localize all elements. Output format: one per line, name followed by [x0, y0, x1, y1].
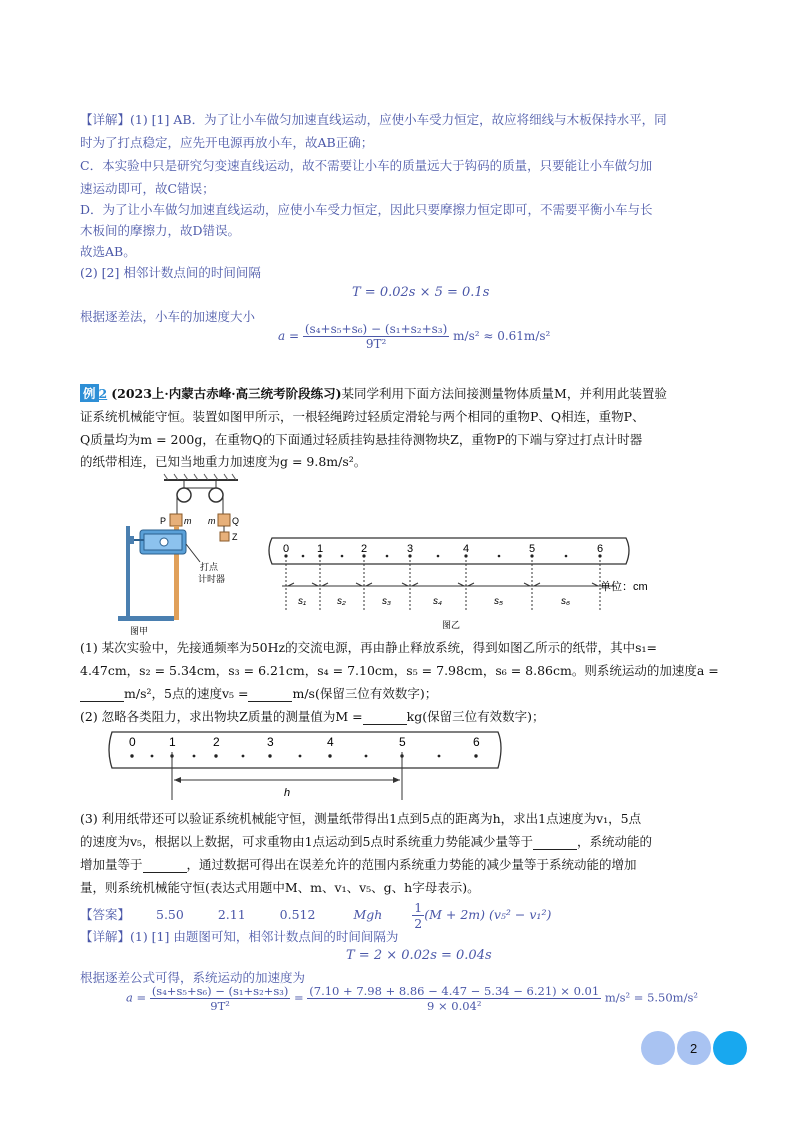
tape-b-dot — [498, 555, 501, 558]
detail1-line-1: 【详解】(1) [1] AB．为了让小车做匀加速直线运动，应使小车受力恒定，故应将细线与木板保持水平，同 — [80, 112, 667, 127]
tape-b-dot — [437, 555, 440, 558]
detail1-line-7: 故选AB。 — [80, 244, 136, 259]
tape-c-dot — [214, 754, 217, 757]
detail1-equation-2 — [278, 322, 550, 351]
detail2-equation-2 — [126, 984, 698, 1013]
tape-c-dot — [438, 755, 441, 758]
answer-blank-velocity[interactable] — [248, 689, 292, 702]
detail1-line-8: (2) [2] 相邻计数点间的时间间隔 — [80, 265, 261, 280]
q1-line-3 — [80, 684, 437, 702]
answer-3: 0.512 — [279, 907, 316, 922]
detail2-line-2: 根据逐差公式可得，系统运动的加速度为 — [80, 970, 306, 985]
label-m-right: m — [208, 516, 216, 526]
q3-text-3a: 增加量等于 — [80, 857, 143, 872]
tape-b-point-label: 4 — [463, 543, 470, 555]
answer-4: Mgh — [353, 907, 383, 922]
q1-line-1: (1) 某次实验中，先接通频率为50Hz的交流电源，再由静止释放系统，得到如图乙所示的纸带，其中s₁= — [80, 640, 657, 655]
example-number: 2 — [98, 386, 108, 401]
tape-b-dot — [565, 555, 568, 558]
tape-b-segment-label: s₅ — [494, 596, 504, 607]
tape-c-dot — [365, 755, 368, 758]
example2-text-1: 某同学利用下面方法间接测量物体质量M，并利用此装置验 — [341, 386, 667, 401]
eq2-rhs: m/s² ≈ 0.61m/s² — [453, 329, 551, 343]
tape-b-point-label: 2 — [361, 543, 368, 555]
example-badge: 例 — [80, 384, 99, 402]
detail1-equation-1: T = 0.02s × 5 = 0.1s — [352, 285, 490, 300]
answer-5-denominator: 2 — [414, 916, 423, 931]
tape-c-point-label: 6 — [473, 735, 480, 749]
answer-blank-mass[interactable] — [363, 712, 407, 725]
tape-b-segment-label: s₆ — [561, 596, 571, 607]
tape-unit-label: 单位：cm — [600, 581, 648, 593]
tape-c-dot — [151, 755, 154, 758]
answer-1: 5.50 — [156, 907, 184, 922]
timer-label-2: 计时器 — [198, 574, 226, 584]
label-z: Z — [232, 532, 238, 542]
eq3-rhs: m/s² = 5.50m/s² — [604, 990, 698, 1005]
tape-c-point-label: 2 — [213, 735, 220, 749]
label-m-left: m — [184, 516, 192, 526]
q3-text-3b: ，通过数据可得出在误差允许的范围内系统重力势能的减少量等于系统动能的增加 — [186, 857, 637, 872]
answer-2: 2.11 — [217, 907, 246, 922]
tape-c-dot — [328, 754, 331, 757]
detail1-line-3: C．本实验中只是研究匀变速直线运动，故不需要让小车的质量远大于钩码的质量，只要能让小车做匀加 — [80, 158, 653, 173]
tape-b-segment-label: s₄ — [433, 596, 443, 607]
q2-text-a: (2) 忽略各类阻力，求出物块Z质量的测量值为M = — [80, 709, 363, 724]
figure-apparatus — [100, 474, 260, 636]
figure-tape-c — [100, 726, 510, 802]
caption-figure-a: 图甲 — [130, 626, 149, 636]
label-p: P — [160, 516, 167, 526]
page-number-badge — [638, 1030, 754, 1074]
q3-text-2a: 的速度为v₅，根据以上数据，可求重物由1点运动到5点时系统重力势能减少量等于 — [80, 834, 533, 849]
tape-c-dot — [474, 754, 477, 757]
q2-text-b: kg(保留三位有效数字)； — [406, 709, 545, 724]
eq3-fraction-1 — [150, 984, 291, 1013]
tape-b-point-label: 5 — [529, 543, 536, 555]
answer-5-numerator: 1 — [414, 900, 423, 915]
answer-blank-acceleration[interactable] — [80, 689, 124, 702]
caption-figure-b: 图乙 — [442, 620, 461, 630]
q3-line-4: 量，则系统机械能守恒(表达式用题中M、m、v₁、v₅、g、h字母表示)。 — [80, 880, 480, 895]
tape-c-point-label: 5 — [399, 735, 406, 749]
answer-blank-kinetic[interactable] — [143, 860, 187, 873]
answer-tag: 【答案】 — [80, 907, 131, 922]
q1-text-b: m/s(保留三位有效数字)； — [292, 686, 438, 701]
detail1-line-6: 木板间的摩擦力，故D错误。 — [80, 223, 241, 238]
detail2-equation-1: T = 2 × 0.02s = 0.04s — [346, 948, 492, 963]
q3-line-1: (3) 利用纸带还可以验证系统机械能守恒，测量纸带得出1点到5点的距离为h，求出1点速度为v₁，5点 — [80, 811, 642, 826]
q2-line — [80, 707, 544, 725]
tape-c-point-label: 4 — [327, 735, 334, 749]
tape-b-dot — [386, 555, 389, 558]
eq3-denominator-2: 9 × 0.04² — [426, 999, 482, 1013]
eq2-denominator: 9T² — [365, 337, 387, 351]
tape-c-dot — [268, 754, 271, 757]
eq3-fraction-2 — [307, 984, 601, 1013]
tape-b-point-label: 0 — [283, 543, 290, 555]
detail1-line-9: 根据逐差法，小车的加速度大小 — [80, 309, 256, 324]
tape-b-dot — [341, 555, 344, 558]
tape-b-segment-label: s₁ — [298, 596, 307, 607]
answer-blank-potential[interactable] — [533, 837, 577, 850]
tape-b-point-label: 6 — [597, 543, 604, 555]
tape-c-dot — [299, 755, 302, 758]
q3-text-2b: ，系统动能的 — [576, 834, 652, 849]
eq3-numerator-1: (s₄+s₅+s₆) − (s₁+s₂+s₃) — [151, 984, 289, 998]
tape-b-segment-label: s₂ — [337, 596, 346, 607]
tape-c-dot — [130, 754, 133, 757]
example-source: (2023上·内蒙古赤峰·高三统考阶段练习) — [111, 386, 342, 401]
example2-line-2: 证系统机械能守恒。装置如图甲所示，一根轻绳跨过轻质定滑轮与两个相同的重物P、Q相连，重物P、 — [80, 409, 645, 424]
page-number: 2 — [690, 1041, 698, 1056]
q1-text-a: m/s²，5点的速度v₅ = — [124, 686, 249, 701]
detail2-line-1: 【详解】(1) [1] 由题图可知，相邻计数点间的时间间隔为 — [80, 929, 399, 944]
example2-line-3: Q质量均为m = 200g，在重物Q的下面通过轻质挂钩悬挂待测物块Z，重物P的下端与穿过打点计时器 — [80, 432, 643, 447]
q3-line-2 — [80, 832, 652, 850]
eq3-numerator-2: (7.10 + 7.98 + 8.86 − 4.47 − 5.34 − 6.21) × 0.01 — [309, 984, 600, 998]
tape-c-dot — [193, 755, 196, 758]
tape-c-point-label: 0 — [129, 735, 136, 749]
timer-label-1: 打点 — [200, 562, 219, 572]
tape-b-segment-label: s₃ — [382, 596, 391, 607]
eq3-denominator-1: 9T² — [210, 999, 230, 1013]
example2-line-4: 的纸带相连，已知当地重力加速度为g = 9.8m/s²。 — [80, 454, 367, 469]
eq3-lhs: a = — [126, 990, 147, 1005]
q1-line-2: 4.47cm，s₂ = 5.34cm，s₃ = 6.21cm，s₄ = 7.10cm，s₅ = 7.98cm，s₆ = 8.86cm。则系统运动的加速度a = — [80, 663, 719, 678]
detail1-line-4: 速运动即可，故C错误； — [80, 181, 215, 196]
answer-5-fraction — [412, 900, 424, 931]
figure-tape-b — [260, 530, 648, 630]
tape-c-point-label: 3 — [267, 735, 274, 749]
eq2-fraction — [303, 322, 449, 351]
example2-line-1 — [80, 384, 667, 402]
tape-b-dot — [302, 555, 305, 558]
tape-b-point-label: 3 — [407, 543, 414, 555]
eq2-numerator: (s₄+s₅+s₆) − (s₁+s₂+s₃) — [304, 322, 448, 336]
q3-line-3 — [80, 855, 637, 873]
detail1-line-5: D．为了让小车做匀加速直线运动，应使小车受力恒定，因此只要摩擦力恒定即可，不需要平衡小车与长 — [80, 202, 653, 217]
label-h: h — [284, 787, 291, 799]
tape-b-point-label: 1 — [317, 543, 324, 555]
label-q: Q — [232, 516, 240, 526]
tape-c-point-label: 1 — [169, 735, 176, 749]
eq2-lhs: a = — [278, 329, 300, 343]
tape-c-dot — [242, 755, 245, 758]
detail1-line-2: 时为了打点稳定，应先开电源再放小车，故AB正确； — [80, 135, 374, 150]
answer-5-expression: (M + 2m) (v₅² − v₁²) — [424, 907, 552, 922]
eq3-equals: = — [293, 990, 304, 1005]
